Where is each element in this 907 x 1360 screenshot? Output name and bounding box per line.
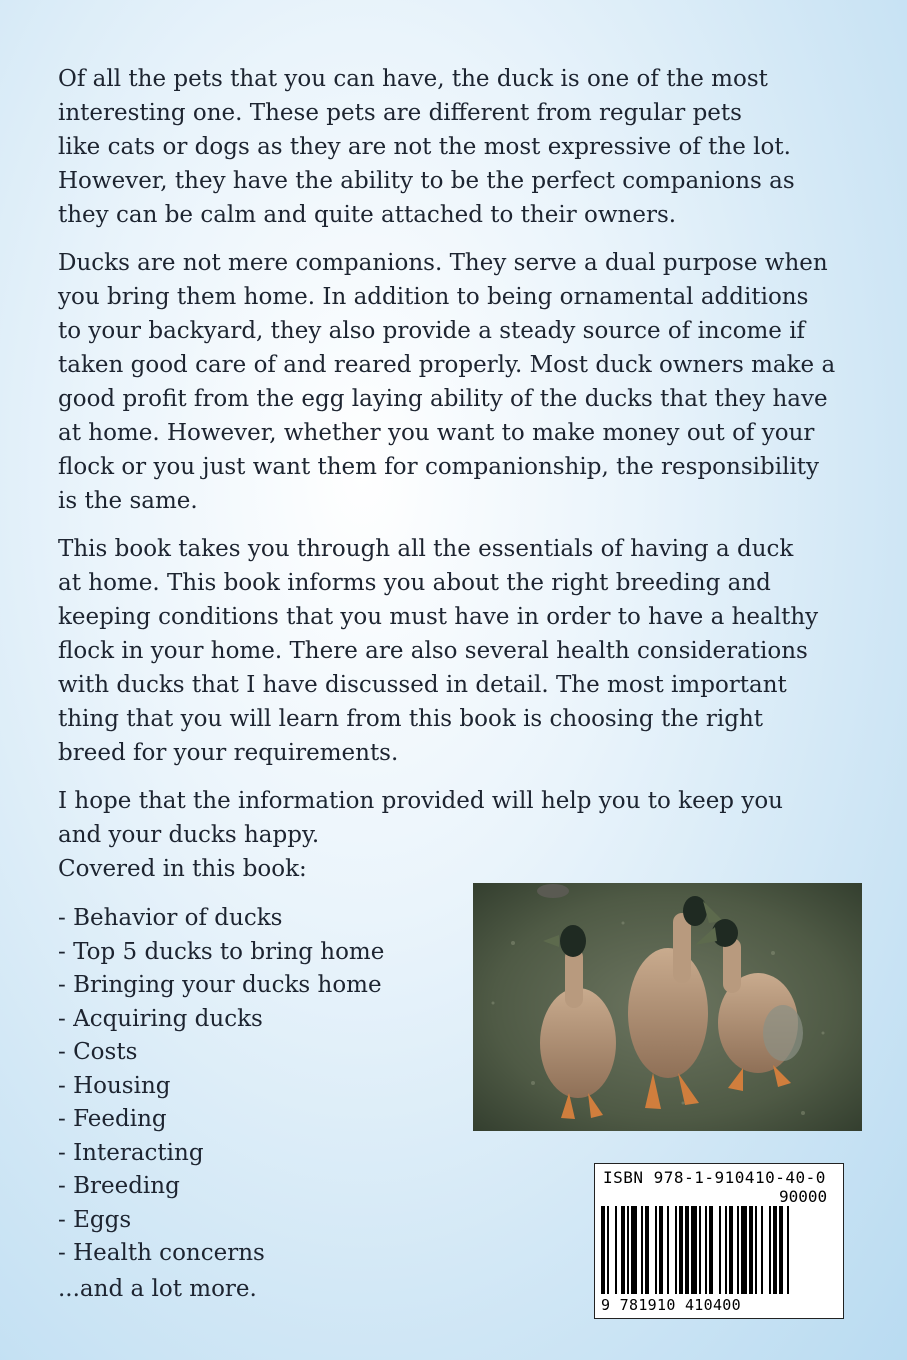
covered-list [58, 902, 384, 1271]
paragraph-intro: Of all the pets that you can have, the duck is one of the most interesting one. These pets are different from regular pets like cats or dogs as they are not the most expressive of the lot. However, they have the ability to be the perfect companions as they can be calm and quite attached to their owners. [58, 66, 795, 228]
price-code: 90000 [779, 1187, 828, 1206]
list-item: - Feeding [58, 1106, 167, 1132]
paragraph-closing: I hope that the information provided will help you to keep you and your ducks happy. [58, 788, 783, 848]
list-item: - Acquiring ducks [58, 1005, 263, 1032]
list-item: - Interacting [58, 1139, 204, 1166]
list-item: - Behavior of ducks [58, 905, 283, 931]
list-item: - Breeding [58, 1173, 180, 1199]
paragraph-purpose: Ducks are not mere companions. They serve a dual purpose when you bring them home. In addition to being ornamental additions to your backyard, they also provide a steady source of income if taken good care of and reared properly. Most duck owners make a good profit from the egg laying ability of the ducks that they have at home. However, whether you want to make money out of your flock or you just want them for companionship, the responsibility is the same. [58, 250, 836, 514]
list-item: - Top 5 ducks to bring home [58, 938, 385, 965]
ducks-photo [473, 883, 862, 1131]
more-text: ...and a lot more. [58, 1276, 257, 1302]
description-text [58, 62, 858, 866]
list-item: - Costs [58, 1039, 138, 1065]
paragraph-book-contents: This book takes you through all the essentials of having a duck at home. This book informs you about the right breeding and keeping conditions that you must have in order to have a healthy flock in your home. There are also several health considerations with ducks that I have discussed in detail. The most important thing that you will learn from this book is choosing the right breed for your requirements. [58, 536, 819, 766]
covered-heading: Covered in this book: [58, 856, 307, 882]
barcode-digits: 9 781910 410400 [601, 1296, 741, 1314]
isbn-barcode [594, 1163, 844, 1319]
barcode-bars [601, 1206, 837, 1294]
list-item: - Housing [58, 1072, 171, 1099]
list-item: - Bringing your ducks home [58, 972, 382, 998]
isbn-number: ISBN 978-1-910410-40-0 [603, 1168, 826, 1187]
list-item: - Eggs [58, 1206, 132, 1233]
list-item: - Health concerns [58, 1240, 265, 1266]
